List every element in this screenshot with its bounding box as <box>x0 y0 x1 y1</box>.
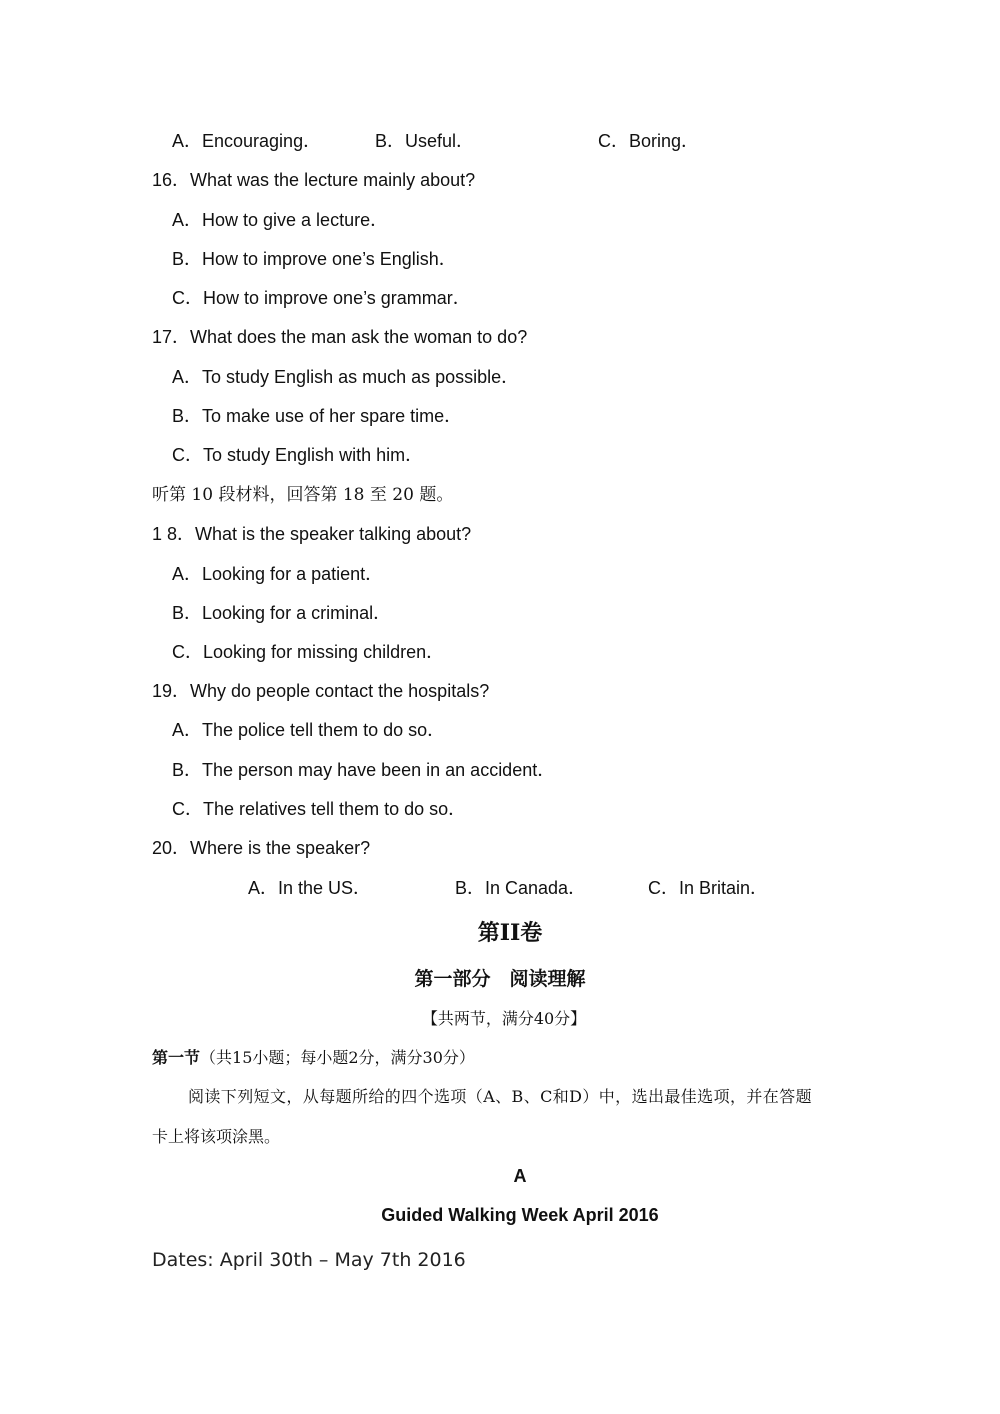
q17-option-a: A．To study English as much as possible． <box>172 367 520 387</box>
q20-option-b: B．In Canada． <box>455 878 587 898</box>
volume-title: 第II卷 <box>477 920 543 946</box>
instruction-line-1: 阅读下列短文，从每题所给的四个选项（A、B、C和D）中，选出最佳选项，并在答题 <box>188 1087 812 1106</box>
q18-option-b: B．Looking for a criminal． <box>172 603 392 623</box>
q19-option-c: C．The relatives tell them to do so． <box>172 799 467 819</box>
section-heading-label: 第一节 <box>152 1048 201 1067</box>
part-note: 【共两节，满分40分】 <box>421 1009 587 1028</box>
q19-option-a: A．The police tell them to do so． <box>172 720 446 740</box>
q17-option-b: B．To make use of her spare time． <box>172 406 463 426</box>
section10-instruction: 听第 10 段材料，回答第 18 至 20 题。 <box>152 485 454 505</box>
part-title: 第一部分 阅读理解 <box>414 968 586 990</box>
instruction-line-2: 卡上将该项涂黑。 <box>152 1127 281 1146</box>
q18-option-a: A．Looking for a patient． <box>172 564 384 584</box>
q16-option-b: B．How to improve one’s English． <box>172 249 457 269</box>
q19-option-b: B．The person may have been in an accident． <box>172 760 556 780</box>
q19-question: 19．Why do people contact the hospitals? <box>152 681 490 701</box>
q16-question: 16．What was the lecture mainly about? <box>152 170 476 190</box>
q16-option-a: A．How to give a lecture． <box>172 210 389 230</box>
q16-option-c: C．How to improve one’s grammar． <box>172 288 471 308</box>
q20-question: 20．Where is the speaker? <box>152 838 371 858</box>
q15-option-a: A．Encouraging． <box>172 131 322 151</box>
section-heading-note: （共15小题；每小题2分，满分30分） <box>200 1048 475 1067</box>
q15-option-c: C．Boring． <box>598 131 700 151</box>
passage-title: Guided Walking Week April 2016 <box>381 1205 659 1225</box>
q17-option-c: C．To study English with him． <box>172 445 424 465</box>
dates-line: Dates: April 30th – May 7th 2016 <box>152 1249 466 1271</box>
q20-option-c: C．In Britain． <box>648 878 769 898</box>
passage-letter: A <box>513 1166 527 1186</box>
q20-option-a: A．In the US． <box>248 878 372 898</box>
section-heading <box>152 1046 475 1070</box>
q15-option-b: B．Useful． <box>375 131 475 151</box>
q17-question: 17．What does the man ask the woman to do? <box>152 327 528 347</box>
q18-question: 1 8．What is the speaker talking about? <box>152 524 472 544</box>
q18-option-c: C．Looking for missing children． <box>172 642 445 662</box>
